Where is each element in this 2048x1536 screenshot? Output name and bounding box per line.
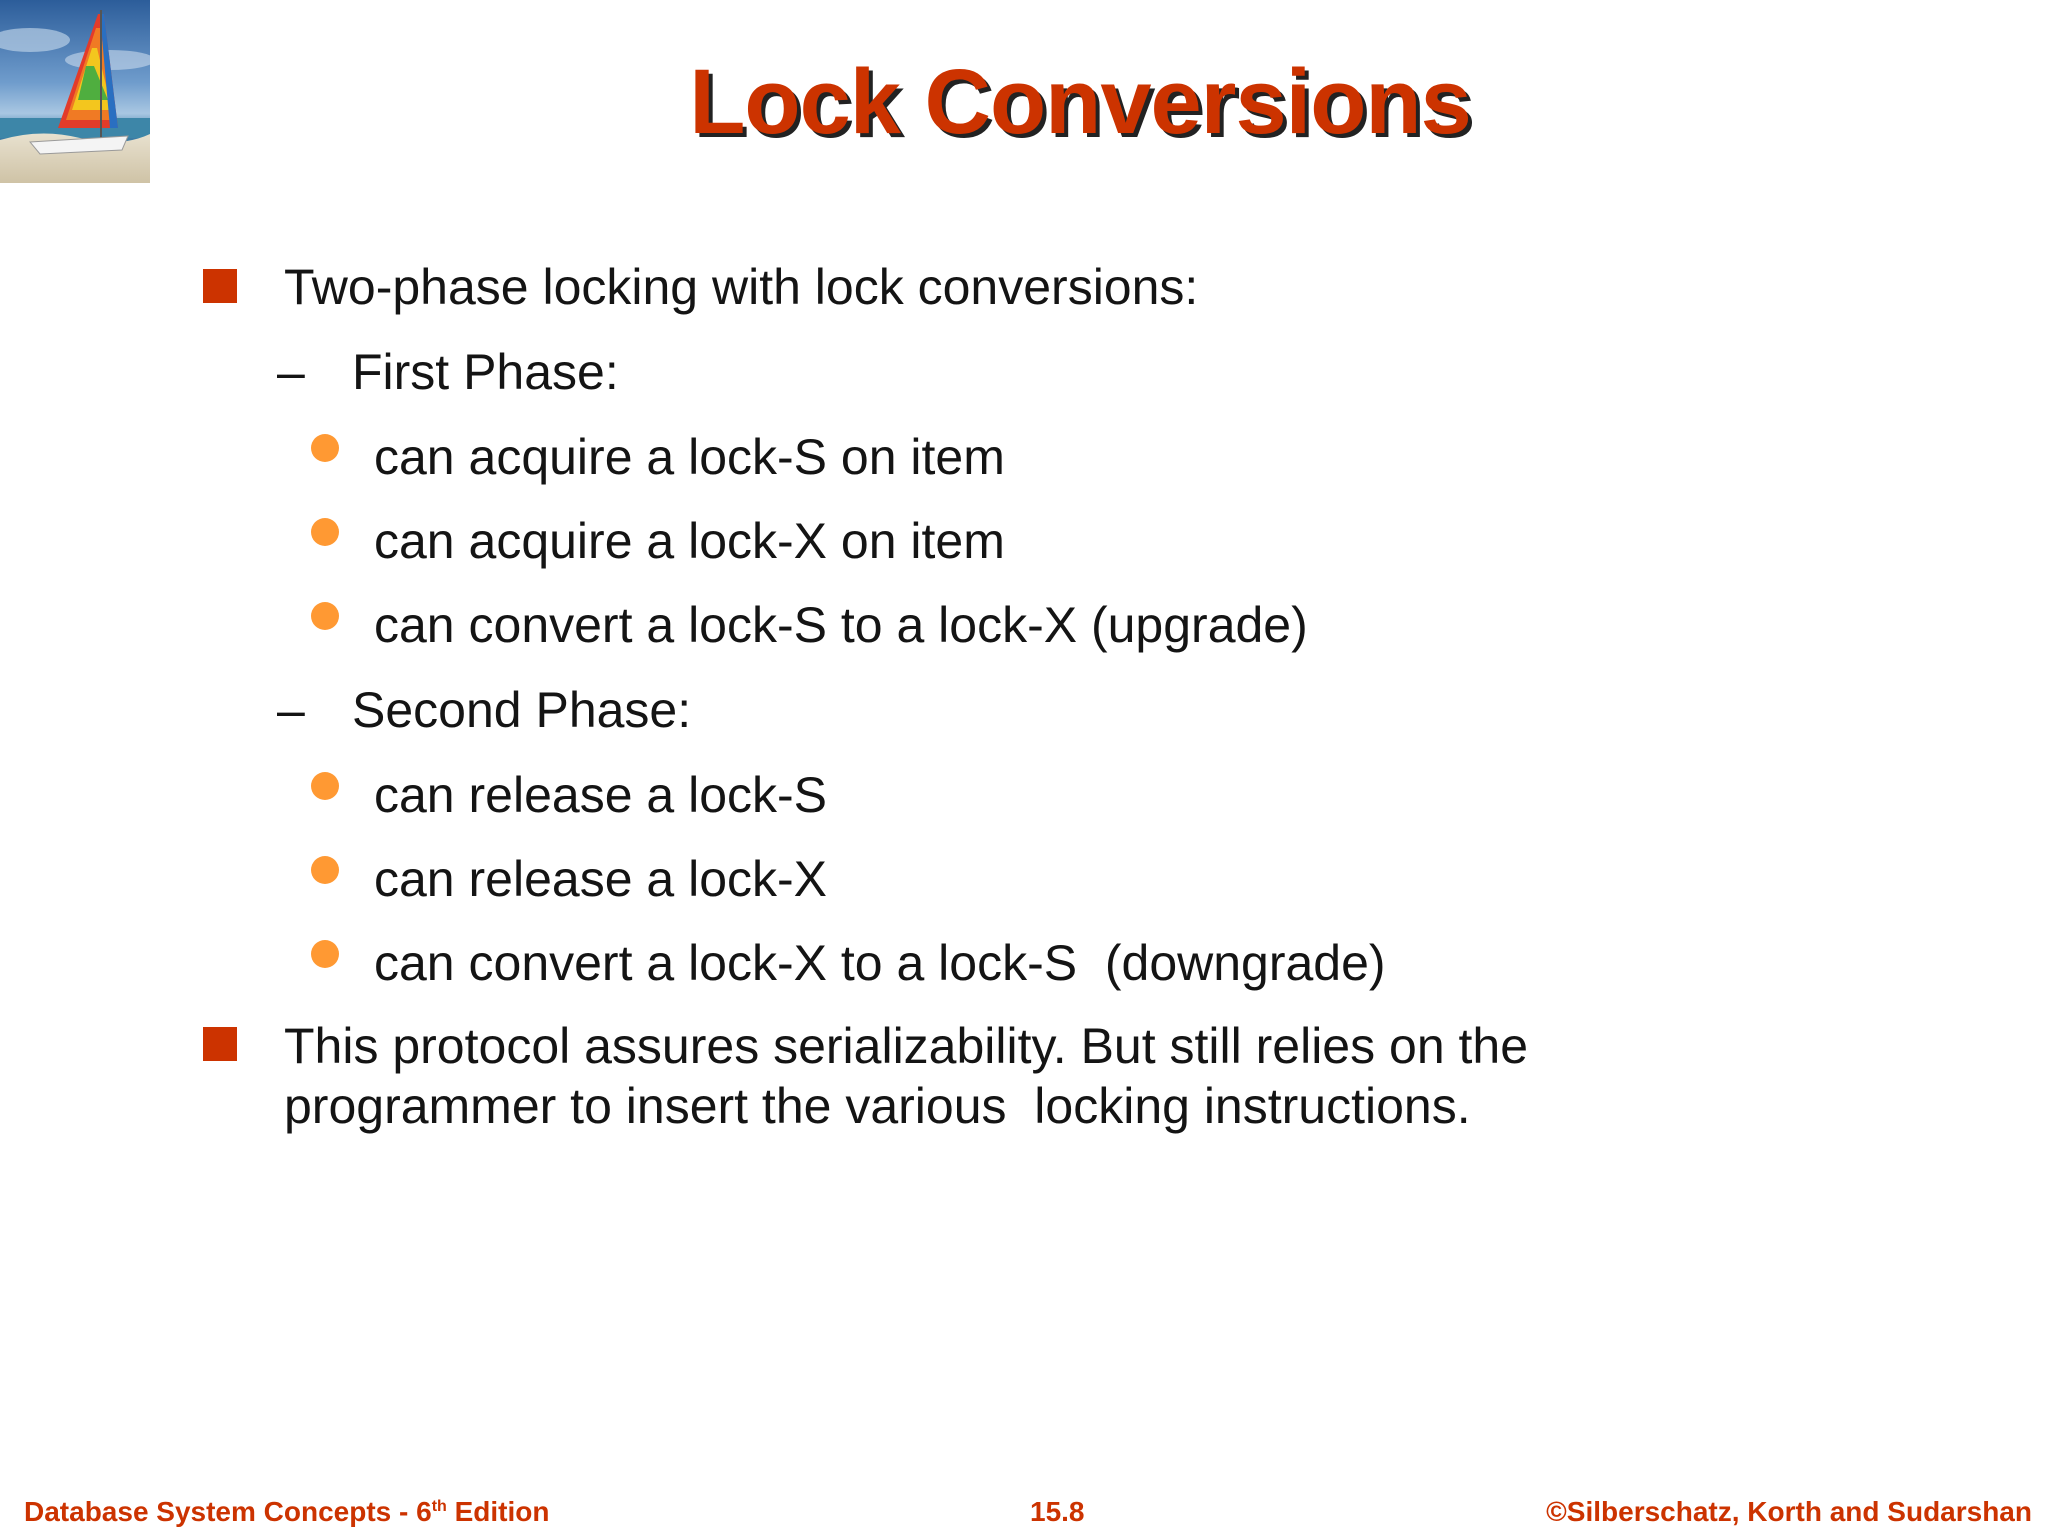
dash-marker: – [277,682,305,738]
circle-bullet-icon [311,434,339,462]
footer-left [24,1496,549,1536]
footer-edition: Edition [446,1496,550,1527]
square-bullet-icon [203,1027,237,1061]
list-item: can convert a lock-X to a lock-S (downgrade) [374,935,1386,991]
list-item: can release a lock-X [374,851,828,907]
footer-edition-sup: th [431,1498,447,1515]
circle-bullet-icon [311,772,339,800]
list-item: can release a lock-S [374,767,828,823]
square-bullet-icon [203,269,237,303]
list-item: can convert a lock-S to a lock-X (upgrade) [374,597,1308,653]
circle-bullet-icon [311,602,339,630]
footer-book-title: Database System Concepts - 6 [24,1496,432,1527]
bullet-text: This protocol assures serializability. But still relies on the [284,1018,1529,1074]
list-item: can acquire a lock-X on item [374,513,1005,569]
sub-heading-first-phase: First Phase: [352,344,619,400]
dash-marker: – [277,344,305,400]
footer-page-number: 15.8 [1030,1496,1085,1527]
sub-heading-second-phase: Second Phase: [352,682,692,738]
bullet-text-continuation: programmer to insert the various locking instructions. [284,1078,1471,1134]
circle-bullet-icon [311,940,339,968]
circle-bullet-icon [311,856,339,884]
footer-copyright: ©Silberschatz, Korth and Sudarshan [1546,1496,2032,1527]
slide-title: Lock Conversions [689,51,1471,153]
bullet-text: Two-phase locking with lock conversions: [284,259,1199,315]
circle-bullet-icon [311,518,339,546]
list-item: can acquire a lock-S on item [374,429,1005,485]
